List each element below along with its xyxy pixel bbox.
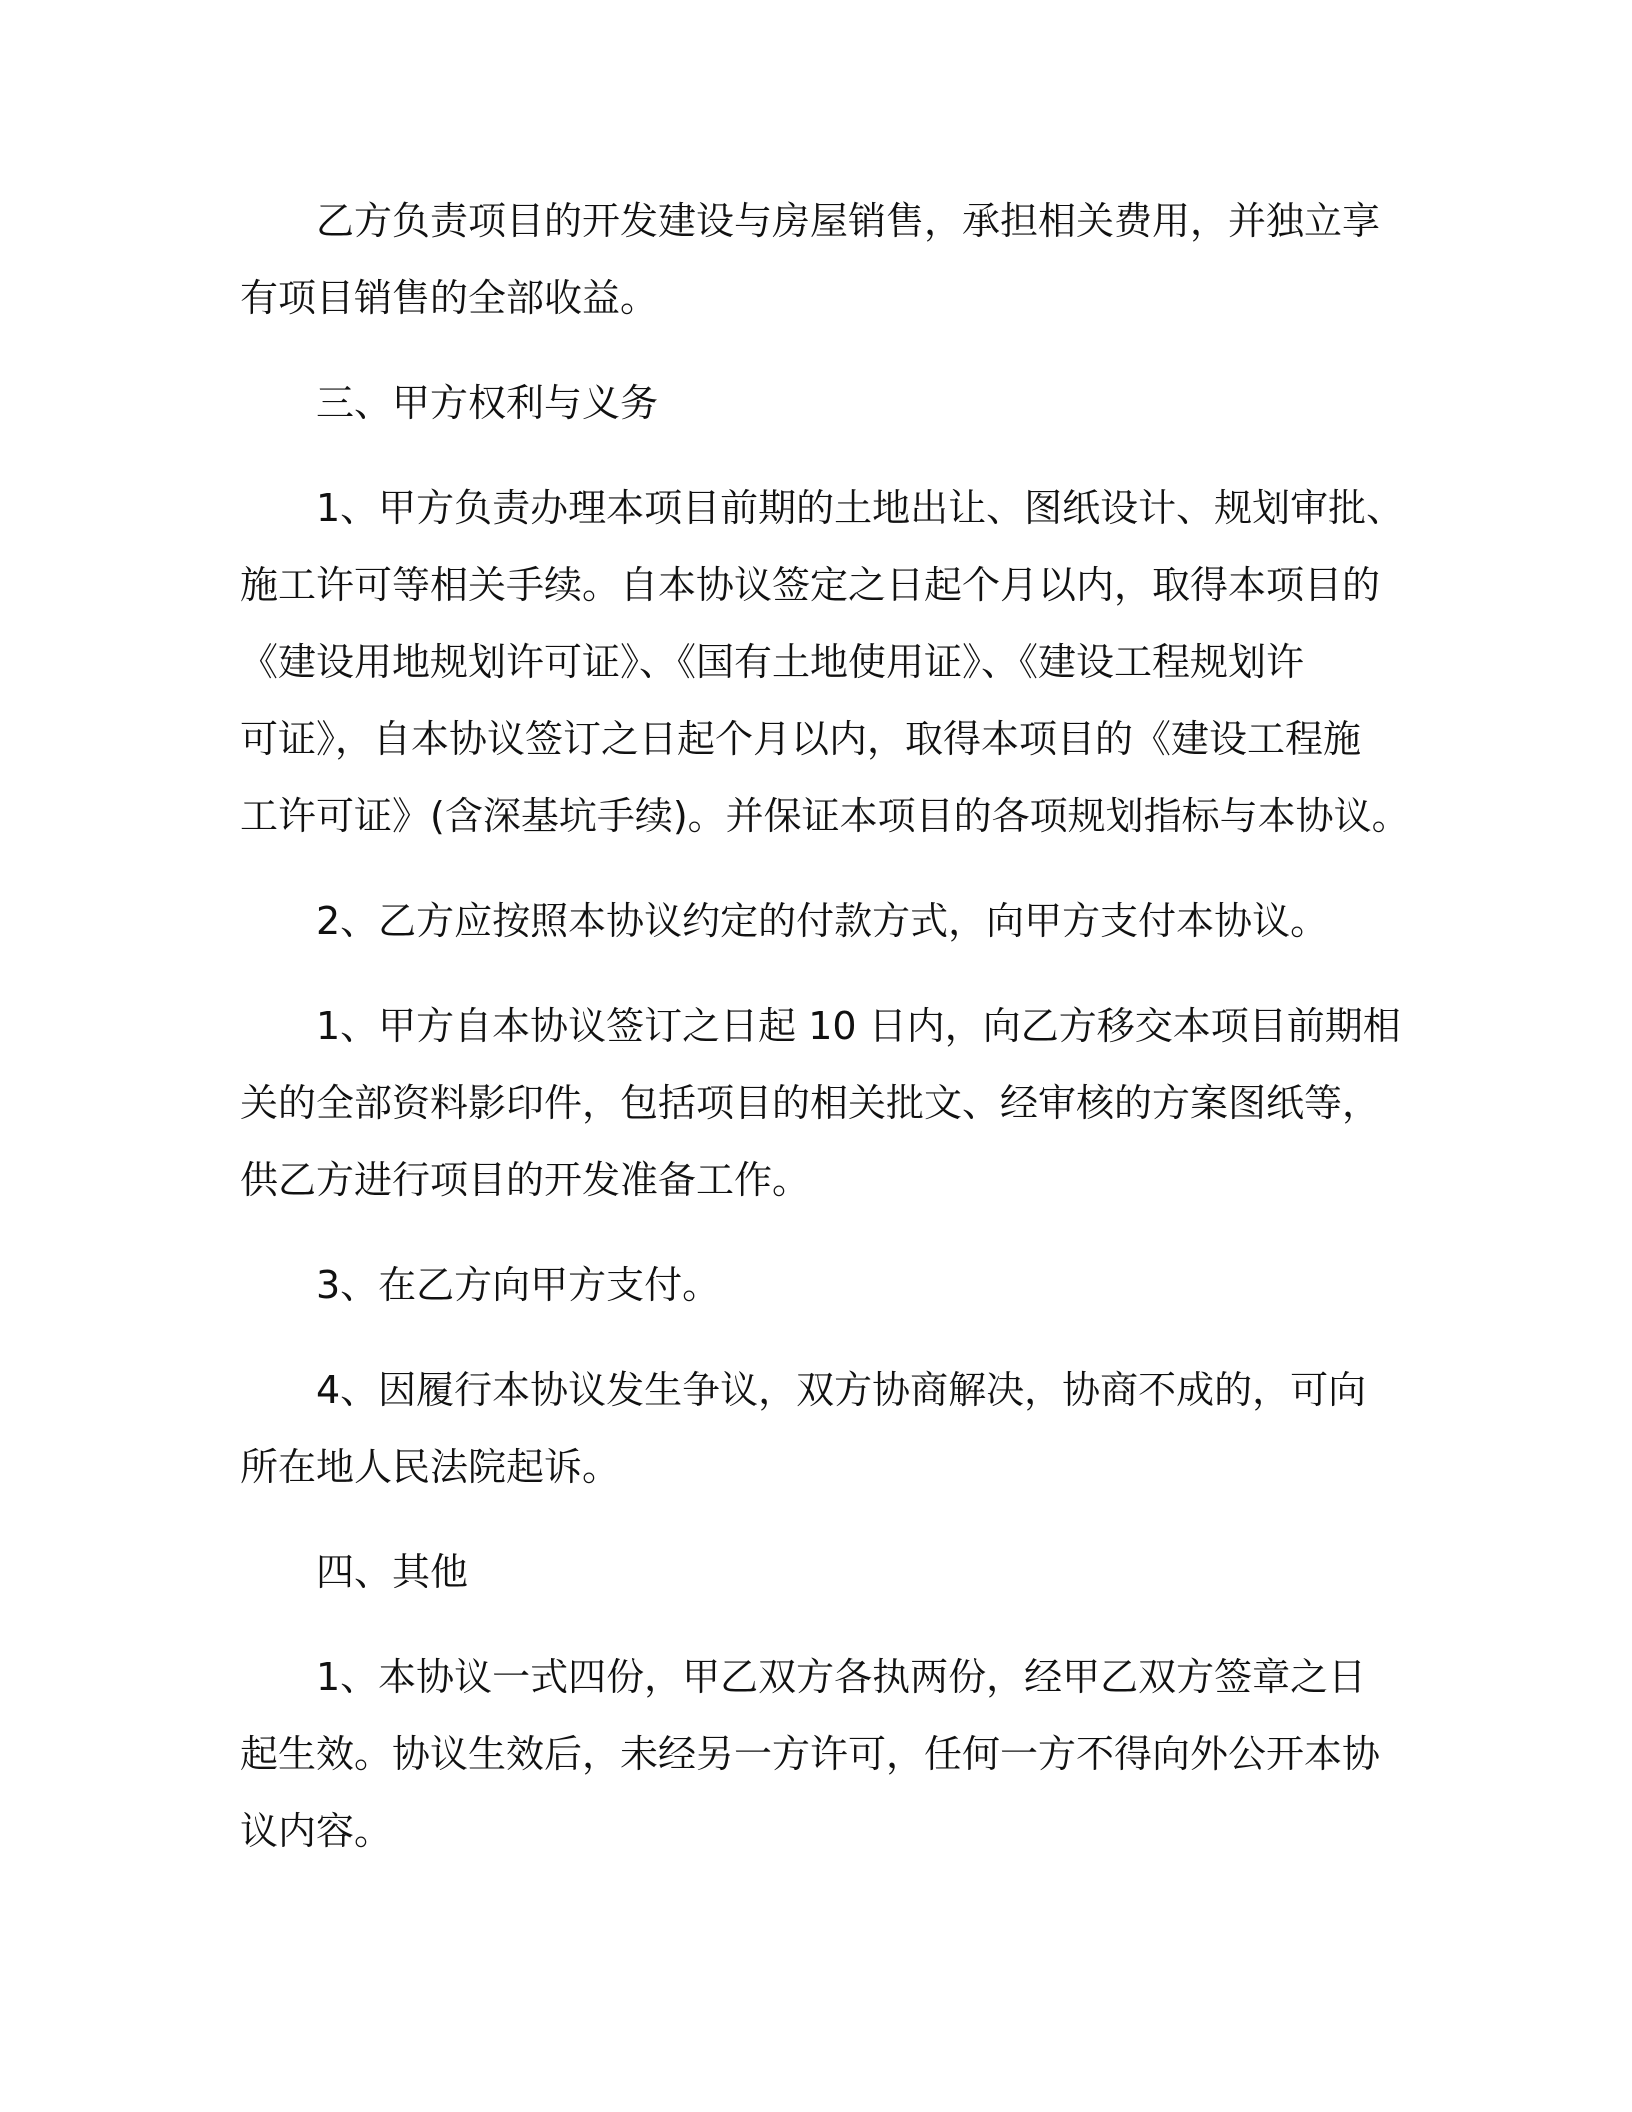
text-line: 有项目销售的全部收益。 (240, 276, 659, 320)
text-line: 议内容。 (240, 1809, 393, 1853)
text-line: 3、在乙方向甲方支付。 (316, 1263, 721, 1307)
paragraph-dispute-resolution (240, 1352, 1392, 1506)
text-line: 施工许可等相关手续。自本协议签定之日起个月以内，取得本项目的 (240, 563, 1381, 607)
text-line: 工许可证》(含深基坑手续)。并保证本项目的各项规划指标与本协议。 (240, 794, 1410, 838)
text-line: 1、甲方负责办理本项目前期的土地出让、图纸设计、规划审批、 (316, 486, 1405, 530)
text-line: 1、本协议一式四份，甲乙双方各执两份，经甲乙双方签章之日 (316, 1655, 1367, 1699)
text-line: 2、乙方应按照本协议约定的付款方式，向甲方支付本协议。 (316, 899, 1329, 943)
section-heading-party-a-rights (240, 365, 1392, 442)
paragraph-payment-condition (240, 1247, 1392, 1324)
text-line: 乙方负责项目的开发建设与房屋销售，承担相关费用，并独立享 (316, 199, 1381, 243)
text-line: 1、甲方自本协议签订之日起 10 日内，向乙方移交本项目前期相 (316, 1004, 1401, 1048)
text-line: 所在地人民法院起诉。 (240, 1445, 621, 1489)
text-line: 四、其他 (316, 1550, 469, 1594)
paragraph-document-transfer (240, 988, 1401, 1219)
paragraph-sales-revenue (240, 183, 1392, 337)
text-line: 可证》，自本协议签订之日起个月以内，取得本项目的《建设工程施 (240, 717, 1362, 761)
text-line: 关的全部资料影印件，包括项目的相关批文、经审核的方案图纸等， (240, 1081, 1381, 1125)
text-line: 三、甲方权利与义务 (316, 381, 659, 425)
section-heading-other (240, 1534, 1392, 1611)
text-line: 4、因履行本协议发生争议，双方协商解决，协商不成的，可向 (316, 1368, 1367, 1412)
text-line: 供乙方进行项目的开发准备工作。 (240, 1158, 811, 1202)
text-line: 《建设用地规划许可证》、《国有土地使用证》、《建设工程规划许 (240, 640, 1305, 684)
paragraph-payment-method (240, 883, 1392, 960)
paragraph-party-a-procedures (240, 470, 1410, 855)
document-body (240, 183, 1410, 1898)
text-line: 起生效。协议生效后，未经另一方许可，任何一方不得向外公开本协 (240, 1732, 1381, 1776)
paragraph-copies-effectiveness (240, 1639, 1392, 1870)
